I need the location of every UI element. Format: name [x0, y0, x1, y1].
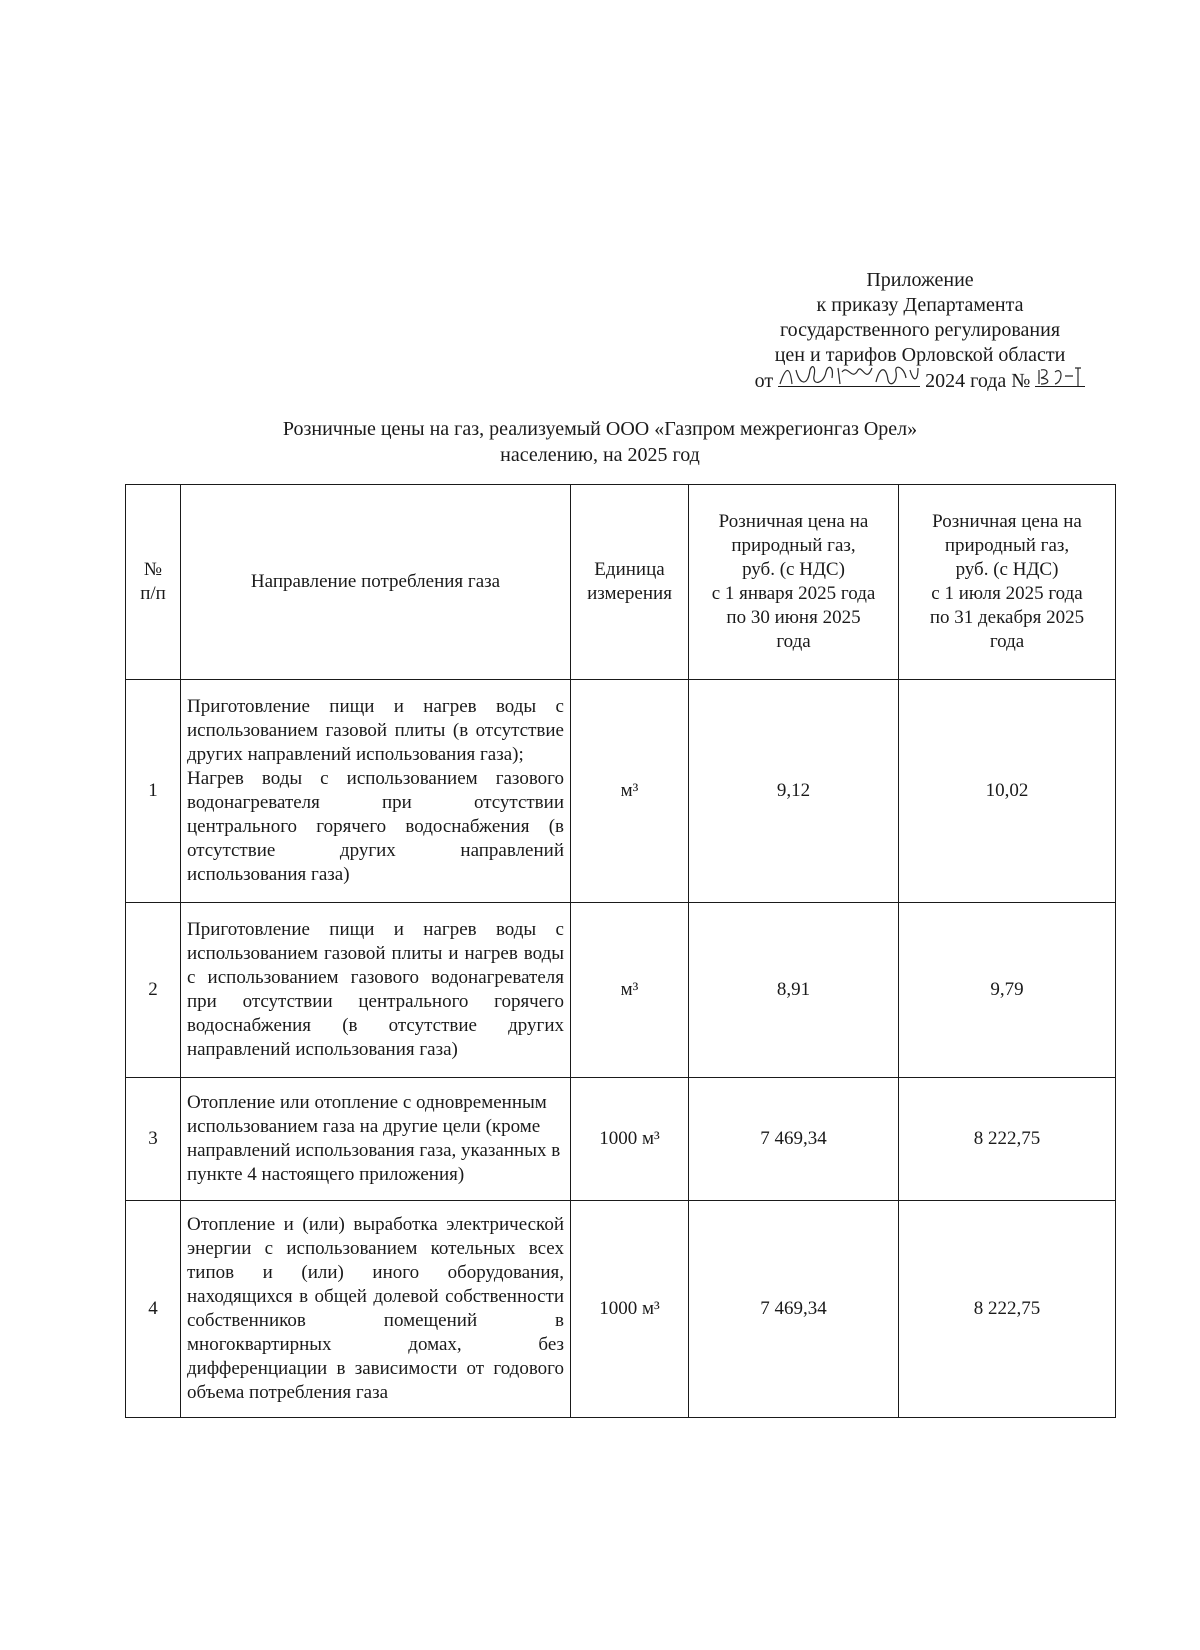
- table-row: [126, 680, 1116, 903]
- header-direction: Направление потребления газа: [181, 485, 571, 680]
- handwritten-order-number: [1035, 368, 1085, 387]
- row-unit: м³: [571, 680, 689, 903]
- row-price-h2: 10,02: [899, 680, 1116, 903]
- header-unit: Единица измерения: [571, 485, 689, 680]
- row-number: 3: [126, 1078, 181, 1201]
- row-direction: Отопление и (или) выработка электрической энергии с использованием котельных всех типов и (или) иного оборудования, находящихся в общей долевой собственности собственников помещений в многоквартирных домах, без дифференциации в зависимости от годового объема потребления газа: [181, 1201, 571, 1418]
- row-unit: 1000 м³: [571, 1078, 689, 1201]
- row-price-h1: 7 469,34: [689, 1201, 899, 1418]
- row-direction: Приготовление пищи и нагрев воды с использованием газовой плиты и нагрев воды с использованием газового водонагревателя при отсутствии центрального горячего водоснабжения (в отсутствие других направлений использования газа): [181, 903, 571, 1078]
- table-row: [126, 1078, 1116, 1201]
- gas-prices-table: [125, 484, 1116, 1418]
- document-title: [180, 416, 1020, 468]
- row-price-h1: 9,12: [689, 680, 899, 903]
- header-price-h1: Розничная цена на природный газ, руб. (с НДС) с 1 января 2025 года по 30 июня 2025 года: [689, 485, 899, 680]
- row-number: 1: [126, 680, 181, 903]
- appendix-date-line: [730, 368, 1110, 394]
- title-line-1: Розничные цены на газ, реализуемый ООО «Газпром межрегионгаз Орел»: [282, 418, 918, 440]
- date-year-number: 2024 года №: [925, 370, 1031, 392]
- handwritten-number-scribble: [1035, 362, 1085, 390]
- handwritten-date-scribble: [778, 362, 920, 390]
- row-direction: Отопление или отопление с одновременным использованием газа на другие цели (кроме направлений использования газа, указанных в пункте 4 настоящего приложения): [181, 1078, 571, 1201]
- row-price-h2: 8 222,75: [899, 1078, 1116, 1201]
- table-row: [126, 1201, 1116, 1418]
- handwritten-date: [778, 368, 920, 387]
- row-number: 4: [126, 1201, 181, 1418]
- row-number: 2: [126, 903, 181, 1078]
- row-price-h2: 9,79: [899, 903, 1116, 1078]
- row-direction: Приготовление пищи и нагрев воды с использованием газовой плиты (в отсутствие других направлений использования газа); Нагрев воды с использованием газового водонагревателя при отсутствии центрального горячего водоснабжения (в отсутствие других направлений использования газа): [181, 680, 571, 903]
- row-unit: 1000 м³: [571, 1201, 689, 1418]
- row-price-h2: 8 222,75: [899, 1201, 1116, 1418]
- appendix-header: [730, 268, 1110, 394]
- appendix-order-ref: к приказу Департамента: [816, 294, 1024, 316]
- header-price-h2: Розничная цена на природный газ, руб. (с НДС) с 1 июля 2025 года по 31 декабря 2025 года: [899, 485, 1116, 680]
- header-number: № п/п: [126, 485, 181, 680]
- appendix-department: государственного регулирования: [779, 319, 1061, 341]
- appendix-region: цен и тарифов Орловской области: [774, 344, 1066, 366]
- row-price-h1: 7 469,34: [689, 1078, 899, 1201]
- row-price-h1: 8,91: [689, 903, 899, 1078]
- appendix-label: Приложение: [866, 269, 974, 291]
- date-prefix: от: [754, 370, 774, 392]
- title-line-2: населению, на 2025 год: [500, 444, 700, 466]
- table-row: [126, 903, 1116, 1078]
- row-unit: м³: [571, 903, 689, 1078]
- table-header-row: [126, 485, 1116, 680]
